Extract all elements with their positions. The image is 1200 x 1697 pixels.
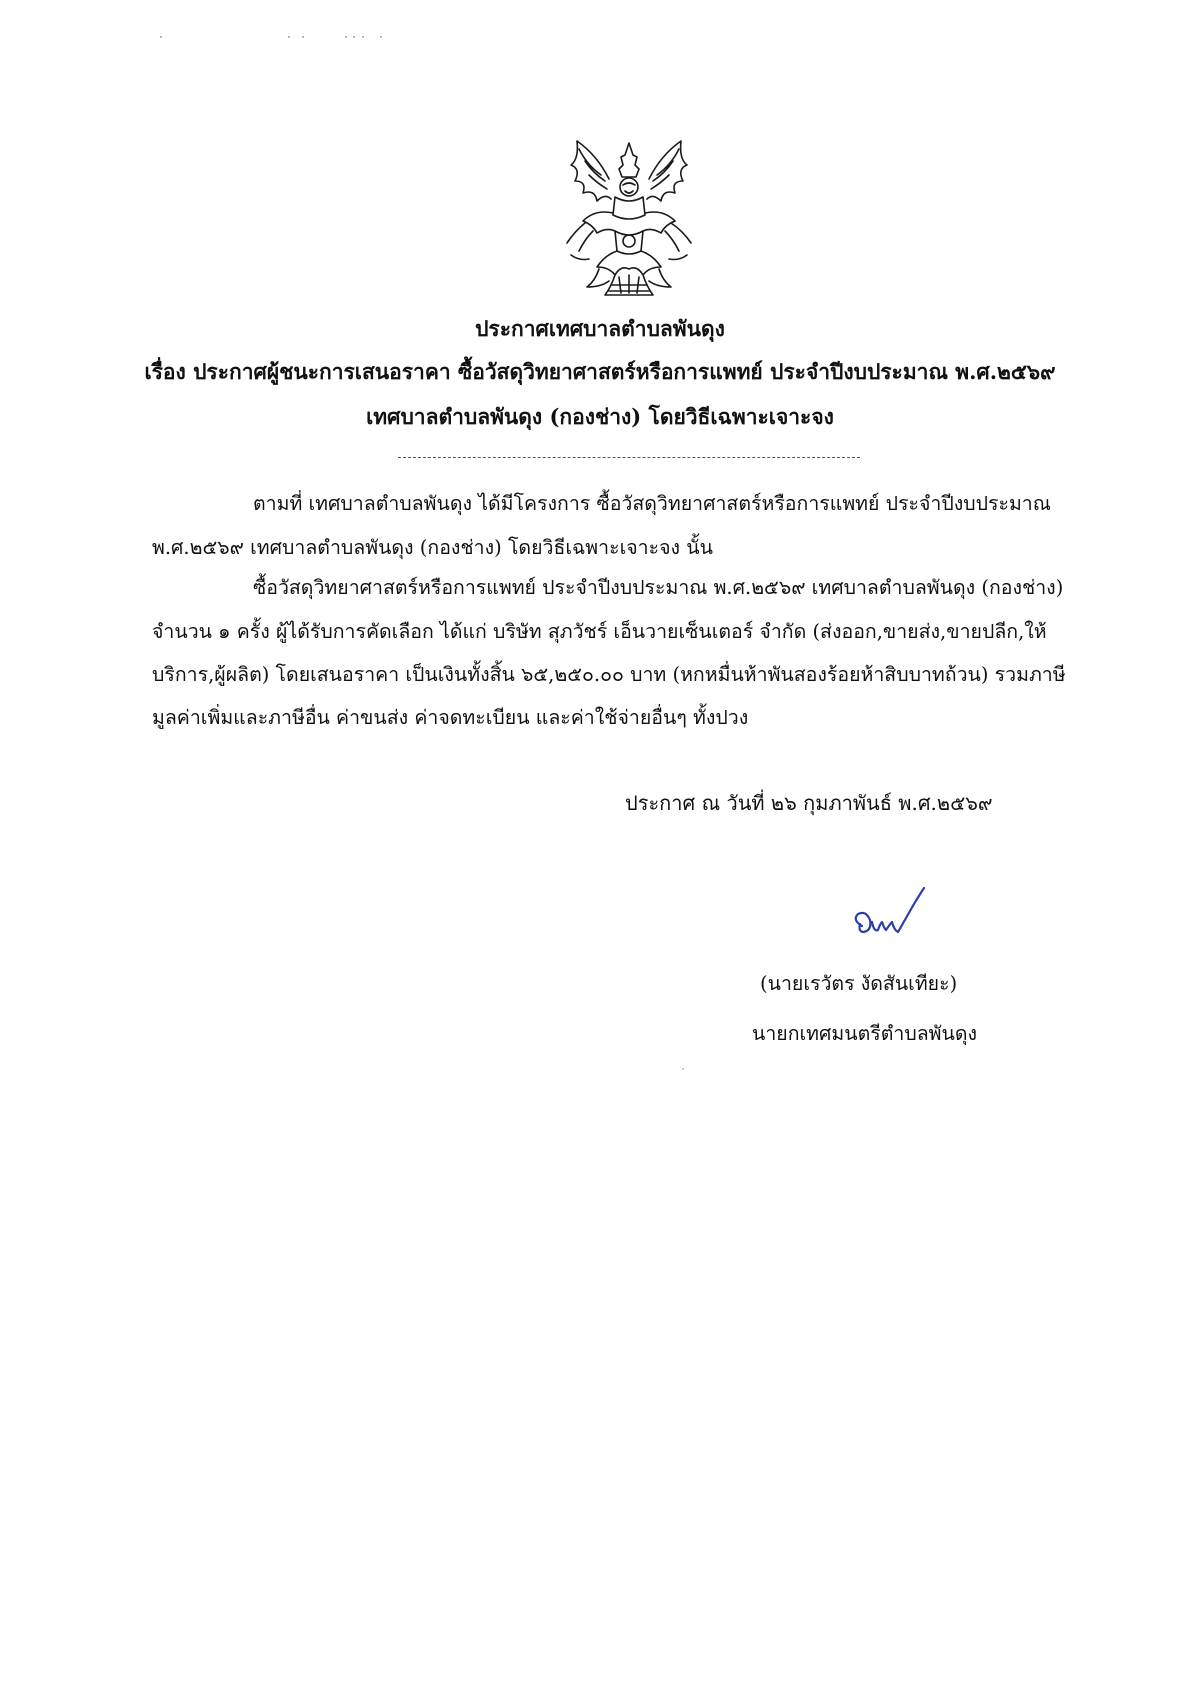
garuda-emblem-icon — [549, 135, 709, 302]
subject-line-2: เทศบาลตำบลพันดุง (กองช่าง) โดยวิธีเฉพาะเจาะจง — [366, 404, 834, 429]
signer-position: นายกเทศมนตรีตำบลพันดุง — [752, 1022, 978, 1045]
document-title: ประกาศเทศบาลตำบลพันดุง — [475, 316, 725, 341]
paragraph-1-line-2: พ.ศ.๒๕๖๙ เทศบาลตำบลพันดุง (กองช่าง) โดยวิธีเฉพาะเจาะจง นั้น — [152, 536, 713, 559]
paragraph-1-line-1: ตามที่ เทศบาลตำบลพันดุง ได้มีโครงการ ซื้อวัสดุวิทยาศาสตร์หรือการแพทย์ ประจำปีงบประมาณ — [253, 492, 1051, 515]
paragraph-2-line-1: ซื้อวัสดุวิทยาศาสตร์หรือการแพทย์ ประจำปีงบประมาณ พ.ศ.๒๕๖๙ เทศบาลตำบลพันดุง (กองช่าง) — [253, 576, 1064, 599]
scan-noise — [160, 36, 420, 44]
paragraph-2-line-3: บริการ,ผู้ผลิต) โดยเสนอราคา เป็นเงินทั้งสิ้น ๖๕,๒๕๐.๐๐ บาท (หกหมื่นห้าพันสองร้อยห้าสิบบาทถ้วน) รวมภาษี — [152, 663, 1066, 686]
signer-name: (นายเรวัตร งัดสันเทียะ) — [760, 972, 958, 995]
paragraph-2-line-2: จำนวน ๑ ครั้ง ผู้ได้รับการคัดเลือก ได้แก่ บริษัท สุภวัชร์ เอ็นวายเซ็นเตอร์ จำกัด (ส่งออก,ขายส่ง,ขายปลีก,ให้ — [152, 620, 1047, 643]
separator-rule — [398, 457, 860, 458]
handwritten-signature-icon — [850, 884, 930, 954]
subject-line: เรื่อง ประกาศผู้ชนะการเสนอราคา ซื้อวัสดุวิทยาศาสตร์หรือการแพทย์ ประจำปีงบประมาณ พ.ศ.๒๕๖๙ — [144, 359, 1056, 384]
announcement-date: ประกาศ ณ วันที่ ๒๖ กุมภาพันธ์ พ.ศ.๒๕๖๙ — [625, 791, 993, 815]
scan-speck — [682, 1068, 684, 1070]
paragraph-2-line-4: มูลค่าเพิ่มและภาษีอื่น ค่าขนส่ง ค่าจดทะเบียน และค่าใช้จ่ายอื่นๆ ทั้งปวง — [152, 706, 749, 729]
